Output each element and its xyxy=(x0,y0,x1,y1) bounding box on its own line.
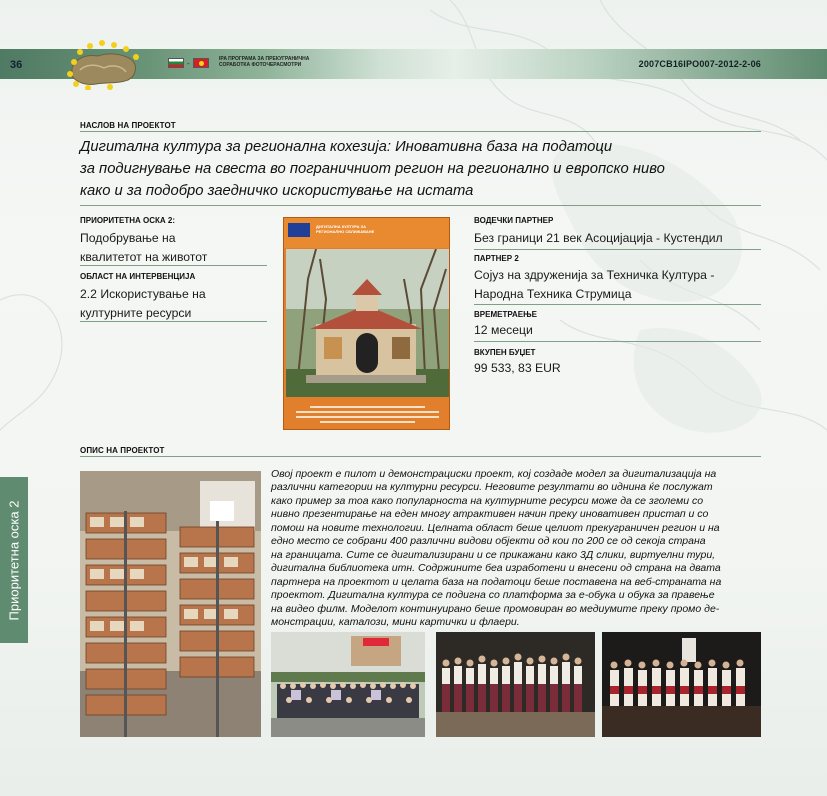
lead-partner-label: ВОДЕЧКИ ПАРТНЕР xyxy=(474,216,554,225)
title-rule-top xyxy=(80,131,761,132)
description-line: монстрации, каталози, мини картички и флаери. xyxy=(271,615,520,628)
partner2-label: ПАРТНЕР 2 xyxy=(474,254,519,263)
intervention-area-value xyxy=(80,285,206,323)
description-line: нивно презентирање на еден многу атрактивен начин преку иновативен пристап и со xyxy=(271,508,709,521)
project-code: 2007CB16IPO007-2012-2-06 xyxy=(638,59,761,69)
brochure-title-line-2: РЕГИОНАЛНО СБЛИЖАВАНЕ xyxy=(316,229,375,234)
brochure-cover-image xyxy=(283,217,450,430)
description-line: партнера на проектот и целата база на податоци беше поставена на веб-страната на xyxy=(271,575,722,588)
flag-separator: - xyxy=(187,58,190,68)
brochure-footer-text xyxy=(290,404,445,426)
page-number: 36 xyxy=(10,59,23,71)
description-line: дигитална библиотека итн. Содржините беа изработени и внесени од страна на двата xyxy=(271,562,721,575)
group-photo xyxy=(271,632,425,737)
country-flags xyxy=(168,58,209,68)
lead-partner-value: Без граници 21 век Асоцијација - Кустендил xyxy=(474,231,723,245)
brochure-title-line-1: ДИГИТАЛНА КУЛТУРА ЗА xyxy=(316,224,367,229)
intervention-area-value-line-1: 2.2 Искористување на xyxy=(80,287,206,301)
title-rule-bottom xyxy=(80,205,761,206)
priority-axis-value-line-2: квалитетот на животот xyxy=(80,250,208,264)
duration-value: 12 месеци xyxy=(474,323,533,337)
description-label: ОПИС НА ПРОЕКТОТ xyxy=(80,446,165,455)
partner2-value-line-1: Сојуз на здруженија за Техничка Култура - xyxy=(474,268,715,282)
priority-axis-tab-label: Приоритетна оска 2 xyxy=(6,500,22,620)
folk-dance-photo xyxy=(602,632,761,737)
intervention-area-rule xyxy=(80,321,267,322)
brochure-header xyxy=(284,218,450,248)
description-line: на границата. Сите се дигитализирани и се прикажани како 3Д слики, виртуелни тури, xyxy=(271,548,716,561)
programme-name xyxy=(219,56,309,68)
postcard-stand-photo xyxy=(80,471,261,737)
programme-logo xyxy=(66,38,146,90)
description-line: проектот. Дигитална култура се подигна со платформа за е-обука и обука за правење xyxy=(271,589,715,602)
priority-axis-rule xyxy=(80,265,267,266)
description-line: на видео филм. Моделот континуирано беше промовиран во медиумите преку промо де- xyxy=(271,602,720,615)
partner2-value-line-2: Народна Техника Струмица xyxy=(474,287,632,301)
project-description xyxy=(271,468,762,629)
partner2-value xyxy=(474,266,714,304)
description-line: едно место се собрани 400 различни видови објекти од кои по 200 се од секоја страна xyxy=(271,535,706,548)
description-line: како пример за тоа како популарноста на културните ресурси може да се зголеми со xyxy=(271,494,704,507)
project-title-line-1: Дигитална култура за регионална кохезија: Иновативна база на податоци xyxy=(80,139,613,155)
description-line: различни категории на културни ресурси. Неговите резултати во иднина ќе послужат xyxy=(271,481,713,494)
programme-name-line-1: IPA ПРОГРАМА ЗА ПРЕКУГРАНИЧНА xyxy=(219,56,310,62)
bulgaria-flag-icon xyxy=(168,58,184,68)
programme-name-line-2: СОРАБОТКА ФОТОЧЕРАСМОТРИ xyxy=(219,62,302,68)
title-label: НАСЛОВ НА ПРОЕКТОТ xyxy=(80,121,176,130)
chapel-photo xyxy=(286,249,449,397)
budget-value: 99 533, 83 EUR xyxy=(474,361,561,375)
partner2-rule xyxy=(474,304,761,305)
description-line: помош на новите технологии. Целната област беше целиот прекуграничен регион и на xyxy=(271,521,720,534)
priority-axis-value xyxy=(80,229,207,267)
intervention-area-value-line-2: културните ресурси xyxy=(80,306,192,320)
priority-axis-label: ПРИОРИТЕТНА ОСКА 2: xyxy=(80,216,176,225)
priority-axis-tab xyxy=(0,477,28,643)
macedonia-flag-icon xyxy=(193,58,209,68)
project-title-line-2: за подигнување на свеста во пограничниот регион на регионално и европско ниво xyxy=(80,161,665,177)
budget-label: ВКУПЕН БУЏЕТ xyxy=(474,348,536,357)
priority-axis-value-line-1: Подобрување на xyxy=(80,231,176,245)
brochure-title xyxy=(316,224,416,234)
project-title-line-3: како и за подобро заедничко искористување на истата xyxy=(80,183,474,199)
choir-photo xyxy=(436,632,595,737)
description-line: Овој проект е пилот и демонстрациски проект, кој создаде модел за дигитализација на xyxy=(271,468,717,480)
eu-flag-icon xyxy=(288,223,310,237)
intervention-area-label: ОБЛАСТ НА ИНТЕРВЕНЦИЈА xyxy=(80,272,196,281)
project-title xyxy=(80,136,760,202)
duration-rule xyxy=(474,341,761,342)
description-rule xyxy=(80,456,761,457)
lead-partner-rule xyxy=(474,249,761,250)
duration-label: ВРЕМЕТРАЕЊЕ xyxy=(474,310,537,319)
